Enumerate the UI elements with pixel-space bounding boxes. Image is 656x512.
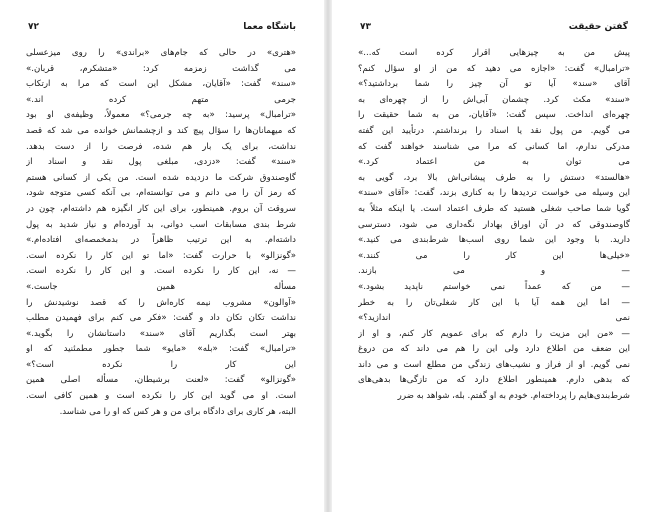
text-line: دارید. با وجود این شما روی اسب‌ها شرط‌بندی می کنید.»	[358, 235, 630, 246]
text-line: «هالستد» دستش را به طرف پیشانی‌اش بالا برد، گویی به	[358, 172, 630, 183]
text-line: «آوالون» مشروب نیمه کاره‌اش را که قصد نوشیدنش را	[26, 297, 296, 308]
text-line: نمی اندازید؟»	[358, 313, 630, 324]
text-line: — «من این مزیت را دارم که برای عمویم کار کنم، و او از	[358, 328, 630, 339]
right-page	[332, 0, 656, 512]
text-line: البته، هر کاری برای دادگاه برای من و هر کس که او را می شناسد.	[59, 406, 296, 417]
text-line: نداشت، برای یک بار هم شده، فرصت را از دست بدهد.	[26, 141, 296, 152]
left-page-number: ۷۲	[28, 22, 39, 32]
text-line: پیش من به چیزهایی اقرار کرده است که...»	[358, 48, 630, 58]
text-line: — اما این همه آیا با این کار شغلی‌تان را به خطر	[358, 297, 630, 308]
text-line: نداشت تکان تکان داد و گفت: «فکر می کنم برای فهمیدن مطلب	[26, 313, 296, 324]
text-line: سروقت آن بروم. همینطور، برای این کار انگیزه هم داشته‌ام، چون در	[26, 203, 296, 214]
text-line: — من که عمداً نمی خواستم ناپدید بشود.»	[358, 281, 630, 292]
text-line: «سند» گفت: «دزدی، مبلغی پول نقد و اسناد از	[26, 157, 296, 168]
text-line: «ترامبال» گفت: «بله» «مایو» شما جطور مطمئنید که او	[26, 344, 296, 355]
book-gutter	[324, 0, 332, 512]
text-line: شرط بندی مسابقات اسب دوانی، بد آورده‌ام و نیاز شدید به پول	[26, 219, 296, 230]
text-line: — نه، این کار را نکرده است. و این کار را نکرده است.	[26, 266, 296, 277]
text-line: این وسیله می خواست تردیدها را به کناری بزند، گفت: «آقای «سند»	[358, 188, 630, 199]
left-page-running-title: باشگاه معما	[243, 22, 296, 32]
text-line: می توان به من اعتماد کرد.»	[358, 157, 630, 168]
text-line: می گذاشت زمزمه کرد: «متشکرم، قربان.»	[26, 63, 296, 74]
text-line: نمی گویم. او از فراز و نشیب‌های زندگی من مطلع است و می داند	[358, 359, 630, 370]
text-line: مسأله همین جاست.»	[26, 281, 296, 292]
right-page-body	[358, 46, 630, 405]
text-line: آقای «سند» آیا تو آن چیز را شما برداشتید؟»	[358, 79, 630, 90]
text-line: «گونزالو» گفت: «لعنت برشیطان، مسأله اصلی همین	[26, 375, 296, 386]
text-line: بهتر است بگذاریم آقای «سند» داستانشان را بگوید.»	[26, 328, 296, 339]
text-line: گاوصندوق شرکت ما دزدیده شده است. من یکی از کسانی هستم	[26, 172, 296, 183]
text-line: که میهمانان‌ها را سؤال پیچ کند و ازچشمانش خوانده می شد که قصد	[26, 125, 296, 136]
right-page-number: ۷۳	[360, 22, 371, 32]
text-line: — و می بازند.	[358, 266, 630, 277]
right-page-running-title: گفتن حقیقت	[568, 22, 628, 32]
text-line: گویا شما صاحب شغلی هستید که طرف اعتماد است. یا اینکه مثلاً به	[358, 203, 630, 214]
text-line: «سند» مکث کرد. چشمان آبی‌اش را از چهره‌ای به	[358, 94, 630, 105]
text-line: گاوصندوقی که در آن اوراق بهادار نگه‌داری می شود، دسترسی	[358, 219, 630, 230]
text-line: است. او می گوید این کار را نکرده است و همین کافی است.	[26, 391, 296, 402]
left-page-body	[26, 46, 296, 420]
text-line: شرط‌بندی‌هایم را پرداخته‌ام. خودم به او گفتم. بله، شواهد به ضرر	[397, 391, 630, 402]
text-line: این ضعف من اطلاع دارد ولی این را هم می داند که من دروغ	[358, 344, 630, 355]
text-line: می گویم. من پول نقد یا اسناد را برنداشتم. درتأیید این گفته	[358, 125, 630, 136]
text-line: که بدهی دارم. همینطور اطلاع دارد که من تازگی‌ها بدهی‌های	[358, 375, 630, 386]
text-line: «خیلی‌ها این کار را می کنند.»	[358, 250, 630, 261]
text-line: داشته‌ام. به این ترتیب ظاهراً در بدمخمصه‌ای افتاده‌ام.»	[26, 235, 296, 246]
text-line: «ترامبال» گفت: «اجازه می دهید که من از او سؤال کنم؟	[358, 63, 630, 74]
text-line: جرمی متهم کرده اند.»	[26, 94, 296, 105]
text-line: مدرکی ندارم، اما کسانی که مرا می شناسند خواهند گفت که	[358, 141, 630, 152]
text-line: چهره‌ای انداخت. سپس گفت: «آقایان، من به شما حقیقت را	[358, 110, 630, 121]
left-page	[0, 0, 324, 512]
left-page-header	[28, 22, 296, 36]
text-line: «گونزالو» با حرارت گفت: «اما تو این کار را نکرده است.	[26, 250, 296, 261]
text-line: «ترامبال» پرسید: «به چه جرمی؟» معمولاً، وظیفه‌ی او بود	[26, 110, 296, 121]
text-line: که رمز آن را می دانم و می توانسته‌ام، بی آنکه کسی متوجه شود،	[26, 188, 296, 199]
right-page-header	[360, 22, 628, 36]
text-line: «هتری» در حالی که جام‌های «براندی» را روی میزعسلی	[26, 48, 296, 58]
text-line: «سند» گفت: «آقایان، مشکل این است که مرا به ارتکاب	[26, 79, 296, 90]
text-line: این کار را نکرده است؟»	[26, 359, 296, 370]
